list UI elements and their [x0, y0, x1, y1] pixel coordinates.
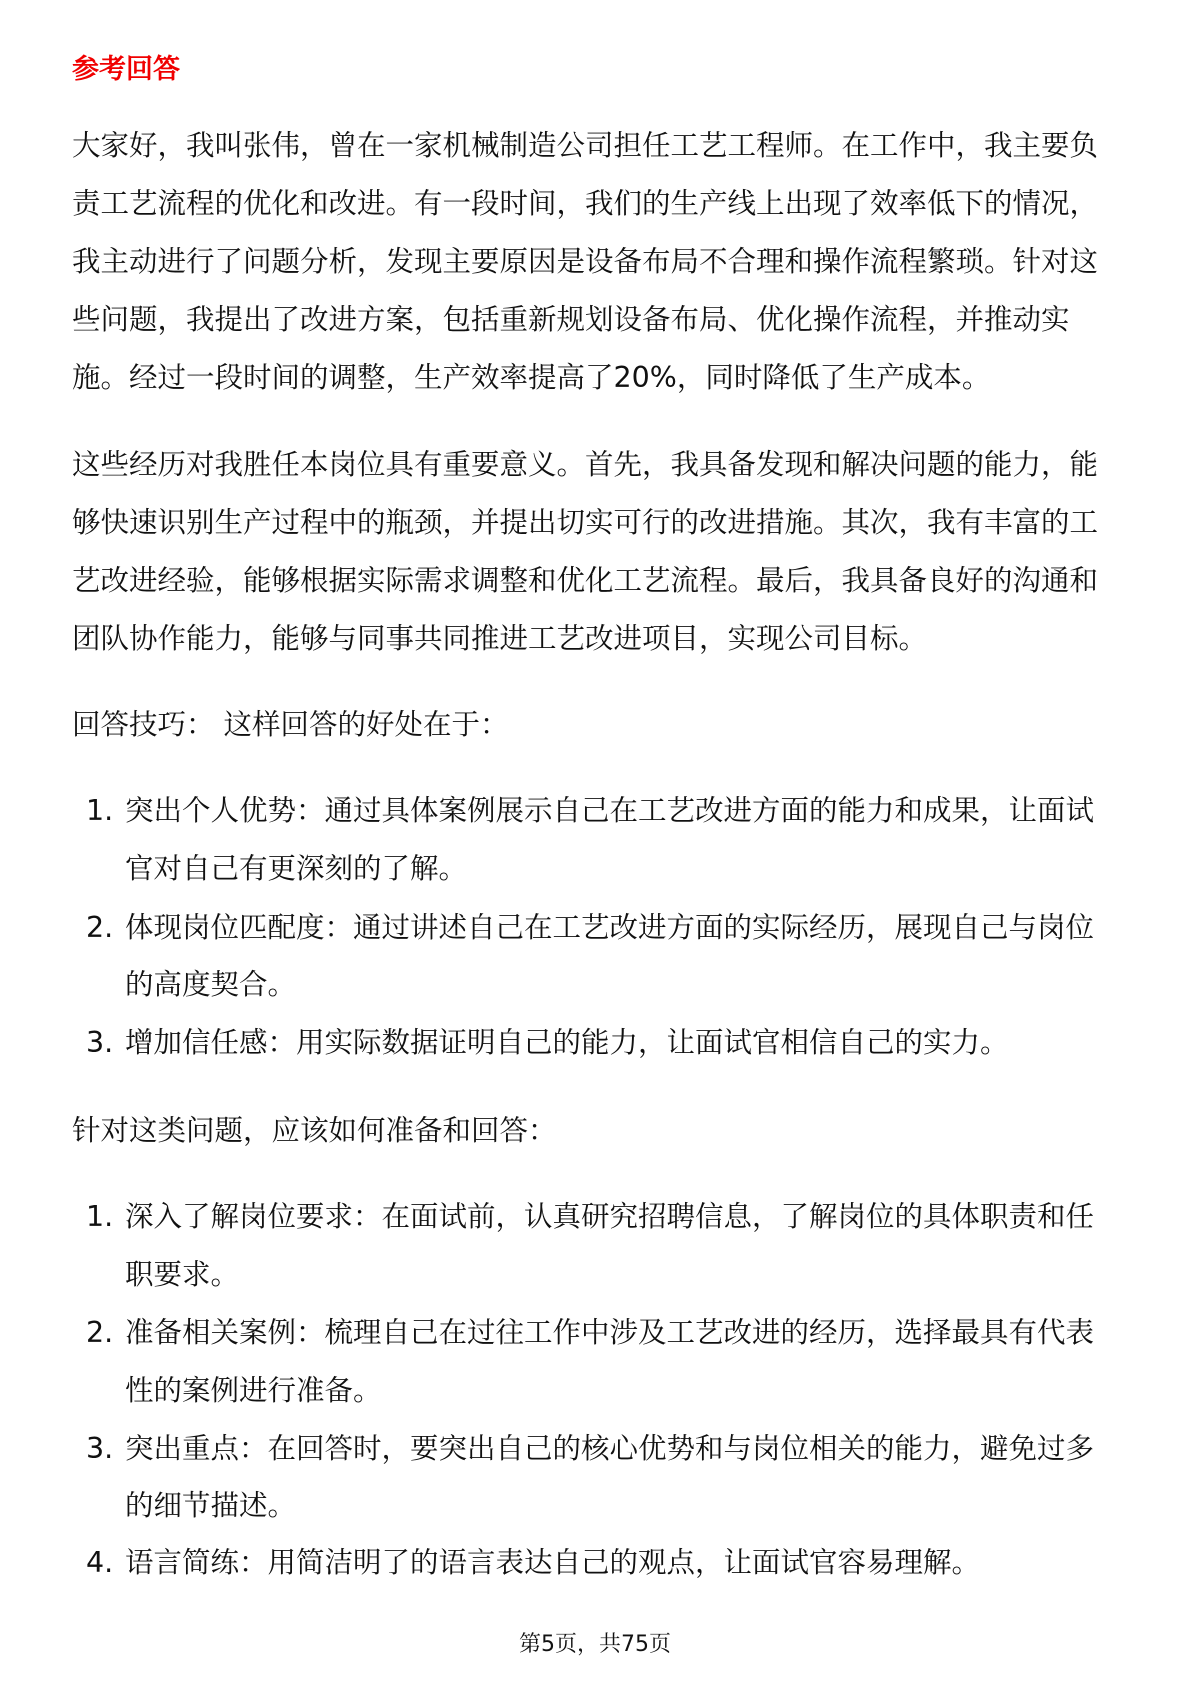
intro-line: 责工艺流程的优化和改进。有一段时间，我们的生产线上出现了效率低下的情况，	[72, 187, 1099, 220]
list-item: 语言简练：用简洁明了的语言表达自己的观点，让面试官容易理解。	[125, 1546, 981, 1579]
list-number: 2.	[86, 911, 114, 944]
list-item: 突出个人优势：通过具体案例展示自己在工艺改进方面的能力和成果，让面试	[125, 794, 1095, 827]
list-item: 增加信任感：用实际数据证明自己的能力，让面试官相信自己的实力。	[125, 1026, 1009, 1059]
intro-line: 些问题，我提出了改进方案，包括重新规划设备布局、优化操作流程，并推动实	[72, 303, 1070, 336]
relevance-line: 团队协作能力，能够与同事共同推进工艺改进项目，实现公司目标。	[72, 622, 928, 655]
prep-heading: 针对这类问题，应该如何准备和回答：	[72, 1114, 557, 1147]
list-number: 2.	[86, 1316, 114, 1349]
section-title: 参考回答	[72, 54, 180, 85]
list-item-cont: 职要求。	[125, 1258, 240, 1291]
list-item-cont: 官对自己有更深刻的了解。	[125, 852, 468, 885]
list-number: 1.	[86, 794, 114, 827]
list-number: 1.	[86, 1200, 114, 1233]
list-item-cont: 的高度契合。	[125, 968, 297, 1001]
relevance-line: 够快速识别生产过程中的瓶颈，并提出切实可行的改进措施。其次，我有丰富的工	[72, 506, 1099, 539]
list-item: 突出重点：在回答时，要突出自己的核心优势和与岗位相关的能力，避免过多	[125, 1432, 1095, 1465]
tips-heading: 回答技巧： 这样回答的好处在于：	[72, 708, 509, 741]
list-number: 3.	[86, 1432, 114, 1465]
relevance-line: 这些经历对我胜任本岗位具有重要意义。首先，我具备发现和解决问题的能力，能	[72, 448, 1099, 481]
intro-line: 我主动进行了问题分析，发现主要原因是设备布局不合理和操作流程繁琐。针对这	[72, 245, 1099, 278]
list-item: 准备相关案例：梳理自己在过往工作中涉及工艺改进的经历，选择最具有代表	[125, 1316, 1095, 1349]
intro-line: 大家好，我叫张伟，曾在一家机械制造公司担任工艺工程师。在工作中，我主要负	[72, 129, 1099, 162]
list-number: 3.	[86, 1026, 114, 1059]
relevance-line: 艺改进经验，能够根据实际需求调整和优化工艺流程。最后，我具备良好的沟通和	[72, 564, 1099, 597]
list-item: 深入了解岗位要求：在面试前，认真研究招聘信息，了解岗位的具体职责和任	[125, 1200, 1095, 1233]
list-item-cont: 性的案例进行准备。	[125, 1374, 382, 1407]
list-number: 4.	[86, 1546, 114, 1579]
page-footer: 第5页，共75页	[519, 1632, 671, 1657]
list-item-cont: 的细节描述。	[125, 1489, 297, 1522]
list-item: 体现岗位匹配度：通过讲述自己在工艺改进方面的实际经历，展现自己与岗位	[125, 911, 1095, 944]
intro-line: 施。经过一段时间的调整，生产效率提高了20%，同时降低了生产成本。	[72, 361, 991, 394]
